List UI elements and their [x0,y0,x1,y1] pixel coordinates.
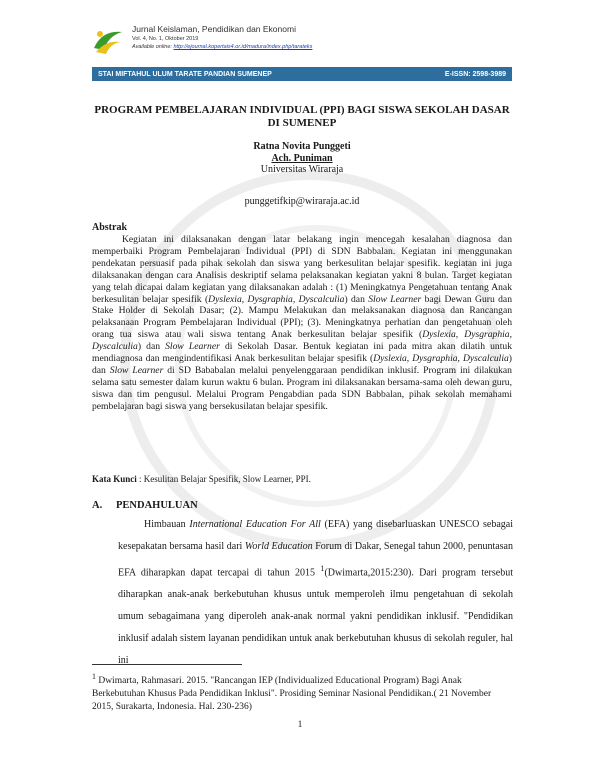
journal-availability [132,44,312,50]
footnote-text: Dwimarta, Rahmasari. 2015. "Rancangan IEP (Individualized Educational Program) Bagi Anak Berkebutuhan Khusus Pada Pendidikan Inklusi". Prosiding Seminar Nasional Pendidikan.( 21 November 2015, Surakarta, Indonesia. Hal. 230-236) [92,676,492,713]
abstract-body: Kegiatan ini dilaksanakan dengan latar belakang ingin mencegah kesalahan diagnosa dan memperbaiki Program Pembelajaran Individual (PPI) di SDN Babbalan. Kegiatan ini menggunakan pendekatan persuasif pada pihak sekolah dan siswa yang berkesulitan belajar spesifik. kegiatan ini juga dilaksanakan dengan cara Analisis deskriptif selama pelaksanakan kegiatan yakni 8 bulan. Target kegiatan yang telah dicapai dalam kegiatan yang dilaksanakan adalah : (1) Meningkatnya Pengetahuan tentang Anak berkesulitan belajar spesifik (Dyslexia, Dysgraphia, Dyscalculia) dan Slow Learner bagi Dewan Guru dan Stake Holder di Sekolah Dasar; (2). Mampu Melakukan dan melaksanakan diagnosa dan Rancangan pelaksanaan Program Pembelajaran Individual (PPI); (3). Meningkatnya perhatian dan pengetahuan oleh orang tua siswa atau wali siswa tentang Anak berkesulitan belajar spesifik (Dyslexia, Dysgraphia, Dyscalculia) dan Slow Learner di Sekolah Dasar. Bentuk kegiatan ini pada mitra akan dilatih untuk mendiagnosa dan mengindentifikasi Anak berkesulitan belajar spesifik (Dyslexia, Dysgraphia, Dyscalculia) dan Slow Learner di SD Bababalan melalui penyelenggaraan pendidikan inklusif. Program ini dilakukan selama satu semester dalam kurun waktu 6 bulan. Program ini dilaksanakan bersama-sama oleh dewan guru, siswa dan tim pengusul. Melalui Program Pengabdian pada SDN Babbalan, pihak sekolah memahami pembelajaran bagi siswa yang bersekusilatan belajar spesifik. [92,234,512,412]
footnote-divider [92,664,242,665]
section-heading [92,500,198,511]
author-email: punggetifkip@wiraraja.ac.id [244,196,360,207]
keywords-label: Kata Kunci [92,474,137,484]
keywords-text: : Kesulitan Belajar Spesifik, Slow Learner, PPI. [139,474,311,484]
keywords [92,474,512,484]
affiliation: Universitas Wiraraja [260,164,344,175]
footnote-marker: 1 [92,672,96,681]
article-title: PROGRAM PEMBELAJARAN INDIVIDUAL (PPI) BAGI SISWA SEKOLAH DASAR DI SUMENEP [94,104,510,129]
journal-logo-icon [92,26,124,56]
journal-url-link[interactable]: http://ejournal.kopertais4.or.id/madura/index.php/tarateks [173,44,313,50]
footnote [92,670,512,714]
publisher-name: STAI MIFTAHUL ULUM TARATE PANDIAN SUMENEP [98,70,272,78]
eissn: E-ISSN: 2598-3989 [444,70,506,78]
intro-paragraph: Himbauan International Education For All (EFA) yang disebarluaskan UNESCO sebagai kesepakatan bersama hasil dari World Education Forum di Dakar, Senegal tahun 2000, penuntasan EFA diharapkan dapat tercapai di tahun 2015 $^1$(Dwimarta,2015:230). Dari program tersebut diharapkan anak-anak berkebutuhan khusus untuk memperoleh ilmu pengetahuan di sekolah umum sebagaimana yang diperoleh anak-anak normal yakni pendidikan inklusif. "Pendidikan inklusif adalah sistem layanan pendidikan untuk anak berkebutuhan khusus di sekolah reguler, hal ini [118,519,513,667]
section-title: PENDAHULUAN [116,500,198,511]
available-label: Available online: [132,44,172,50]
journal-volume: Vol. 4, No. 1, Oktober 2019 [132,36,199,42]
author-2 [92,153,512,164]
journal-name: Jurnal Keislaman, Pendidikan dan Ekonomi [132,24,296,34]
section-number: A. [92,500,103,511]
author-1: Ratna Novita Punggeti [253,141,351,152]
footnote-ref[interactable]: 1 [320,564,325,573]
abstract-heading: Abstrak [92,222,128,233]
publisher-banner [92,67,512,81]
page-number: 1 [297,720,303,730]
author-2-name: Ach. Puniman [271,153,333,164]
